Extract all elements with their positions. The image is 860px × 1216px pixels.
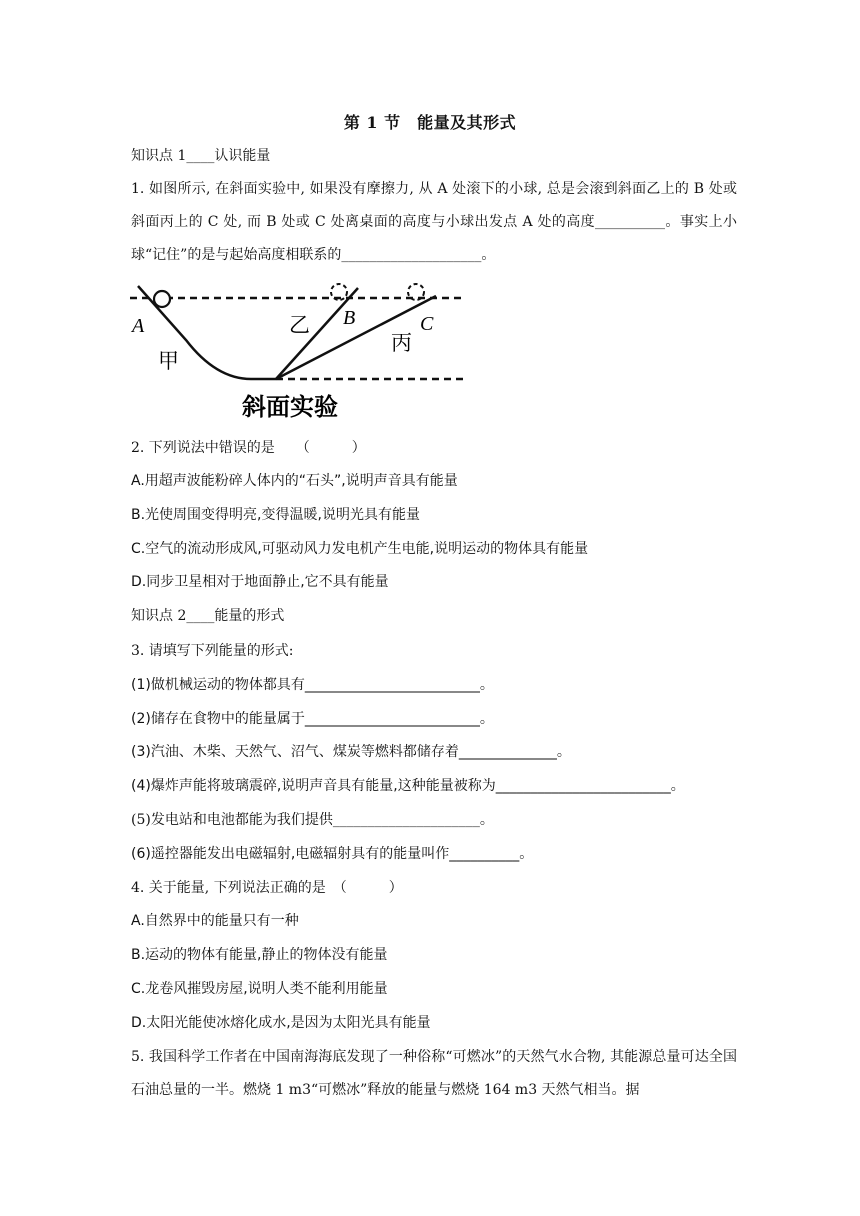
slope-bing [276,296,436,379]
ball-a [154,291,170,307]
label-b: B [343,307,356,329]
question-4-stem: 4. 关于能量, 下列说法正确的是 （ ） [131,880,403,896]
question-2-option-c: C.空气的流动形成风,可驱动风力发电机产生电能,说明运动的物体具有能量 [131,541,589,557]
question-4-option-b: B.运动的物体有能量,静止的物体没有能量 [131,947,388,963]
question-2-option-b: B.光使周围变得明亮,变得温暖,说明光具有能量 [131,507,420,523]
question-3-item-5: (5)发电站和电池都能为我们提供_____________________。 [131,812,494,828]
question-1: 1. 如图所示, 在斜面实验中, 如果没有摩擦力, 从 A 处滚下的小球, 总是会滚到斜面乙上的 B 处或斜面丙上的 C 处, 而 B 处或 C 处离桌面的高度与小球出发点 A 处的高度__________。事实上小球“记住”的是与起始高度相联系的____________________。 [131,181,737,263]
question-3-item-1: (1)做机械运动的物体都具有_________________________。 [131,677,494,693]
question-2-stem: 2. 下列说法中错误的是 （ ） [131,440,366,456]
label-a: A [132,315,145,337]
question-4-option-a: A.自然界中的能量只有一种 [131,913,299,929]
section-title: 第 1 节 能量及其形式 [343,113,517,132]
question-2-option-d: D.同步卫星相对于地面静止,它不具有能量 [131,574,389,590]
figure-caption: 斜面实验 [242,393,338,421]
question-3-stem: 3. 请填写下列能量的形式: [131,643,294,659]
question-3-item-6: (6)遥控器能发出电磁辐射,电磁辐射具有的能量叫作__________。 [131,846,534,862]
label-c: C [420,313,434,335]
label-jia: 甲 [158,349,179,373]
knowledge-point-1: 知识点 1____认识能量 [131,148,271,164]
slope-experiment-figure [126,280,476,428]
question-4-option-d: D.太阳光能使冰熔化成水,是因为太阳光具有能量 [131,1015,431,1031]
question-2-option-a: A.用超声波能粉碎人体内的“石头”,说明声音具有能量 [131,473,458,489]
label-bing: 丙 [391,331,412,355]
knowledge-point-2: 知识点 2____能量的形式 [131,608,285,624]
question-3-item-2: (2)储存在食物中的能量属于_________________________。 [131,711,494,727]
question-5: 5. 我国科学工作者在中国南海海底发现了一种俗称“可燃冰”的天然气水合物, 其能源总量可达全国石油总量的一半。燃烧 1 m3“可燃冰”释放的能量与燃烧 164 m3 天然气相当。据 [131,1049,737,1098]
question-3-item-4: (4)爆炸声能将玻璃震碎,说明声音具有能量,这种能量被称为_________________________。 [131,778,685,794]
label-yi: 乙 [289,313,310,337]
question-3-item-3: (3)汽油、木柴、天然气、沼气、煤炭等燃料都储存着______________。 [131,744,571,760]
question-4-option-c: C.龙卷风摧毁房屋,说明人类不能利用能量 [131,981,388,997]
